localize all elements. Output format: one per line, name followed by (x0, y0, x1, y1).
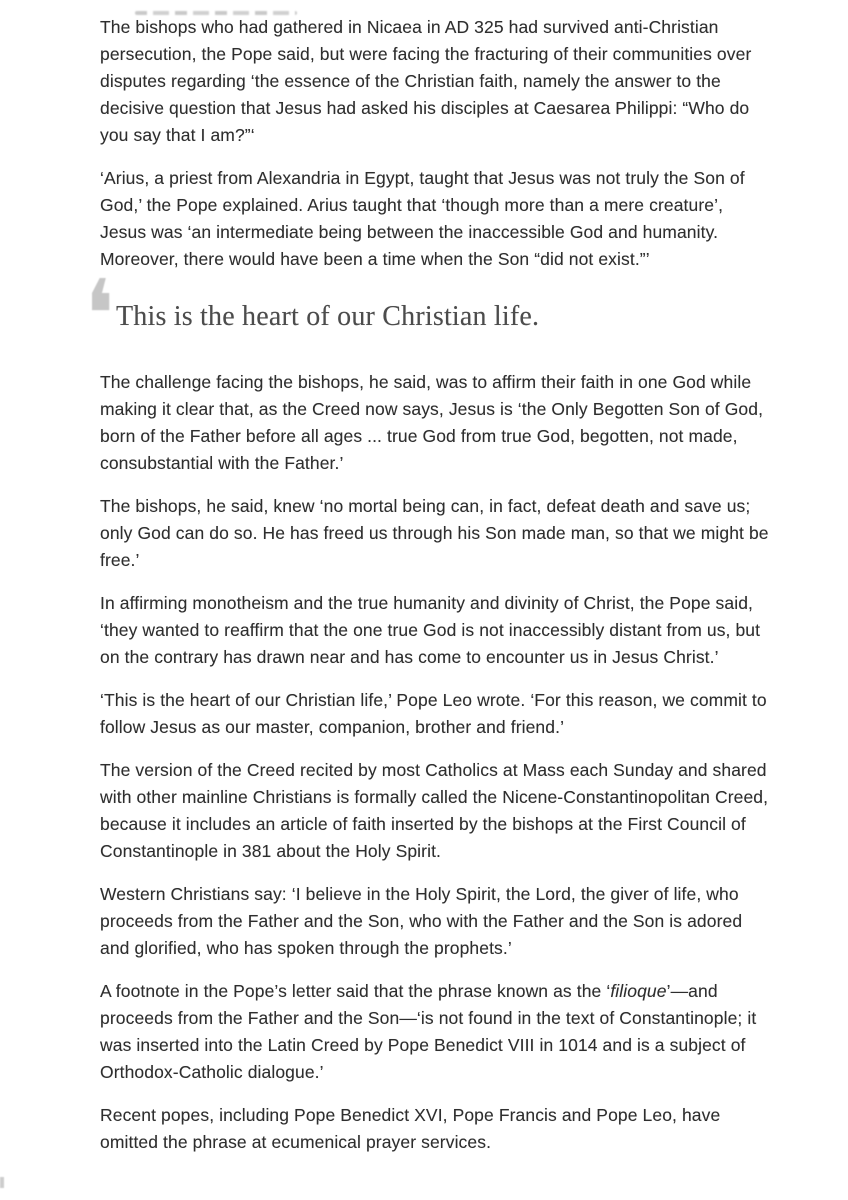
left-edge-scan-mark (0, 1177, 4, 1188)
article-paragraph: ‘This is the heart of our Christian life,’ Pope Leo wrote. ‘For this reason, we commit to follow Jesus as our master, companion, brother and friend.’ (100, 690, 767, 737)
article-paragraph: Recent popes, including Pope Benedict XVI, Pope Francis and Pope Leo, have omitted the phrase at ecumenical prayer services. (100, 1105, 721, 1152)
quote-mark-icon: ❛ (84, 259, 115, 371)
article-paragraph: ‘Arius, a priest from Alexandria in Egypt, taught that Jesus was not truly the Son of God,’ the Pope explained. Arius taught that ‘though more than a mere creature’, Jesus was ‘an intermediate being between the inaccessible God and humanity. Moreover, there would have been a time when the Son “did not exist.”’ (100, 168, 745, 269)
article-paragraph: The bishops who had gathered in Nicaea in AD 325 had survived anti-Christian persecution, the Pope said, but were facing the fracturing of their communities over disputes regarding ‘the essence of the Christian faith, namely the answer to the decisive question that Jesus had asked his disciples at Caesarea Philippi: “Who do you say that I am?”‘ (100, 17, 752, 145)
article-body (84, 0, 772, 1172)
article-paragraph-footnote (100, 978, 772, 1086)
article-paragraph: In affirming monotheism and the true humanity and divinity of Christ, the Pope said, ‘they wanted to reaffirm that the one true God is not inaccessibly distant from us, but on the contrary has drawn near and has come to encounter us in Jesus Christ.’ (100, 593, 761, 667)
article-paragraph: The bishops, he said, knew ‘no mortal being can, in fact, defeat death and save us; only God can do so. He has freed us through his Son made man, so that we might be free.’ (100, 496, 769, 570)
paragraph-text: ’—and proceeds from the Father and the Son—‘is not found in the text of Constantinople; it was inserted into the Latin Creed by Pope Benedict VIII in 1014 and is a subject of Orthodox-Catholic dialogue.’ (100, 981, 757, 1082)
paragraph-text: A footnote in the Pope’s letter said that the phrase known as the ‘ (100, 981, 611, 1001)
article-paragraph: The version of the Creed recited by most Catholics at Mass each Sunday and shared with other mainline Christians is formally called the Nicene-Constantinopolitan Creed, because it includes an article of faith inserted by the bishops at the First Council of Constantinople in 381 about the Holy Spirit. (100, 760, 769, 861)
filioque-italic-term: filioque (610, 981, 667, 1001)
pull-quote (84, 259, 772, 371)
pull-quote-text: This is the heart of our Christian life. (116, 301, 540, 332)
article-paragraph: Western Christians say: ‘I believe in the Holy Spirit, the Lord, the giver of life, who proceeds from the Father and the Son, who with the Father and the Son is adored and glorified, who has spoken through the prophets.’ (100, 884, 743, 958)
article-paragraph: The challenge facing the bishops, he said, was to affirm their faith in one God while making it clear that, as the Creed now says, Jesus is ‘the Only Begotten Son of God, born of the Father before all ages ... true God from true God, begotten, not made, consubstantial with the Father.’ (100, 372, 764, 473)
